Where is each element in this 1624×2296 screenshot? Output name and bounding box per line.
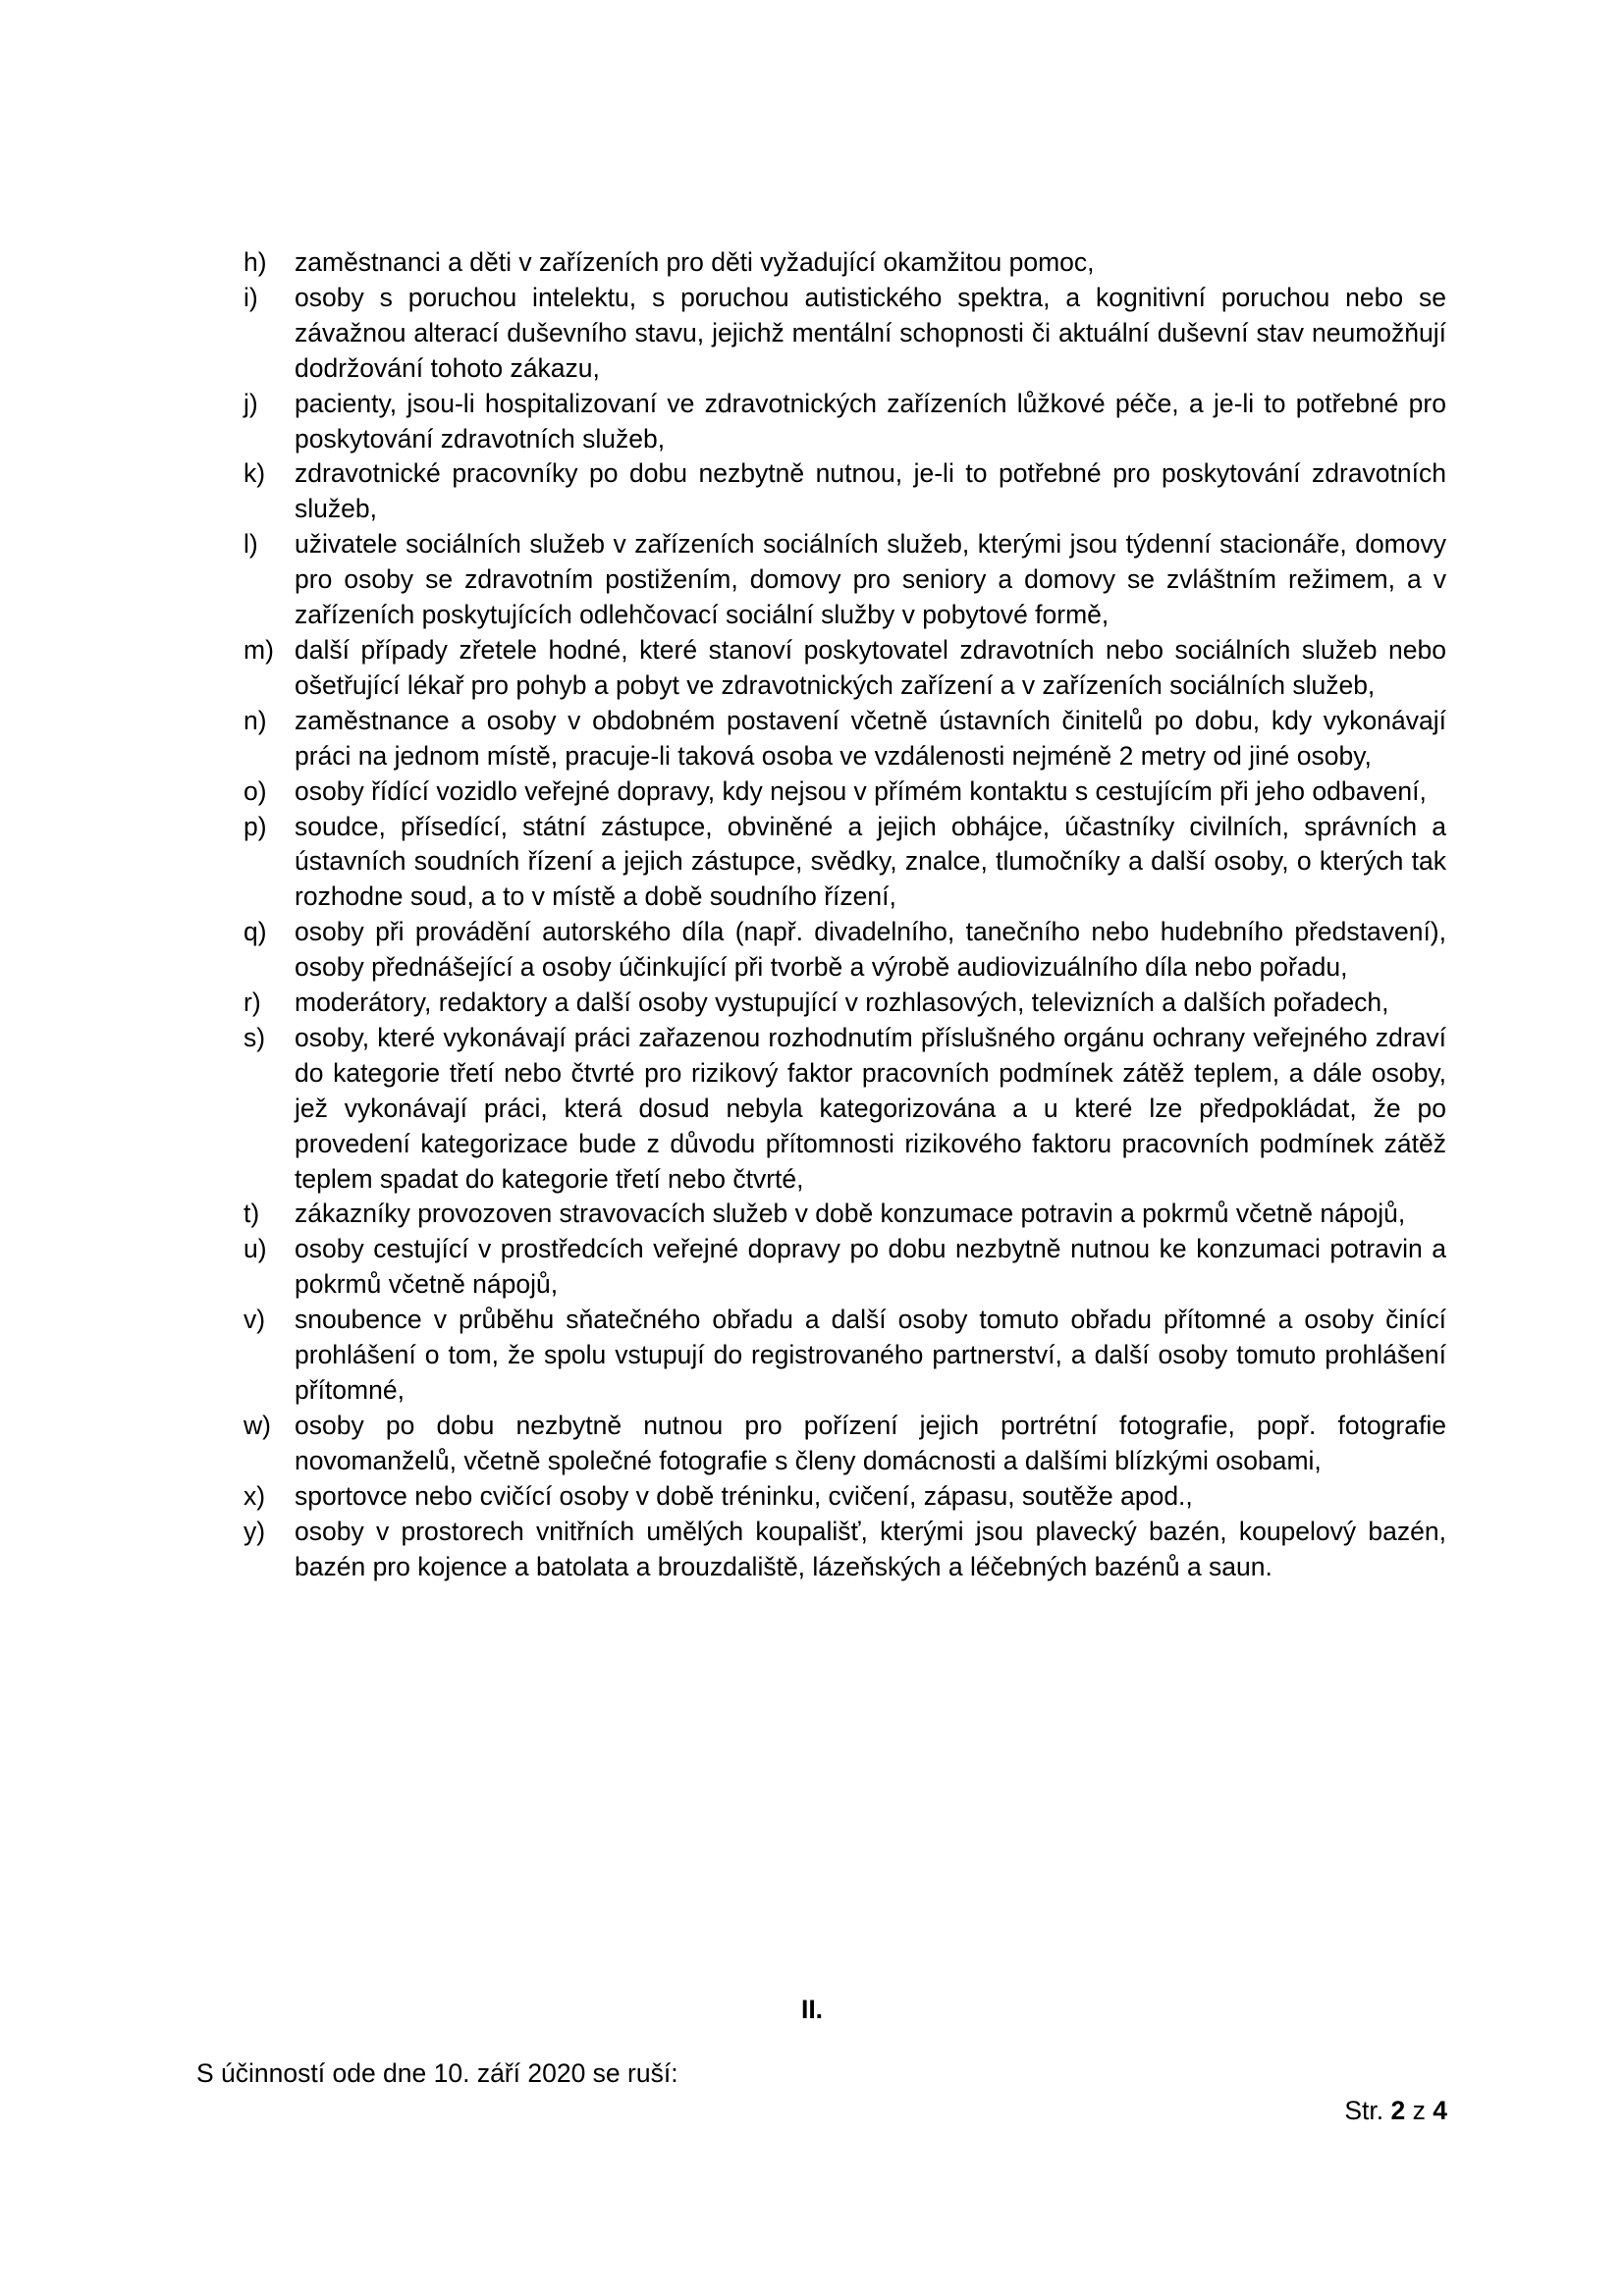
list-item-marker: n) — [244, 705, 267, 735]
page-number-current: 2 — [1390, 2096, 1406, 2125]
list-item-marker: t) — [244, 1199, 260, 1229]
list-item — [244, 245, 1446, 281]
page-number-separator: z — [1412, 2096, 1426, 2125]
list-item-marker: r) — [244, 988, 261, 1018]
list-item-marker: m) — [244, 634, 274, 665]
list-item-text: soudce, přísedící, státní zástupce, obviněné a jejich obhájce, účastníky civilních, správních a ústavních soudních řízení a jejich zástupce, svědky, znalce, tlumočníky a další osoby, o kterých tak rozhodne soud, a to v místě a době soudního řízení, — [295, 811, 1446, 912]
list-item-text: sportovce nebo cvičící osoby v době tréninku, cvičení, zápasu, soutěže apod., — [295, 1480, 1193, 1511]
list-item-text: pacienty, jsou-li hospitalizovaní ve zdravotnických zařízeních lůžkové péče, a je-li to potřebné pro poskytování zdravotních služeb, — [295, 388, 1446, 454]
list-item-text: zaměstnanci a děti v zařízeních pro děti vyžadující okamžitou pomoc, — [295, 247, 1095, 277]
page-number — [1344, 2093, 1447, 2128]
list-item-marker: k) — [244, 458, 266, 489]
list-item — [244, 527, 1446, 633]
list-item-text: další případy zřetele hodné, které stanoví poskytovatel zdravotních nebo sociálních služeb nebo ošetřující lékař pro pohyb a pobyt ve zdravotnických zařízení a v zařízeních sociálních služeb, — [295, 634, 1446, 700]
list-item-marker: h) — [244, 247, 267, 277]
list-item-text: osoby, které vykonávají práci zařazenou rozhodnutím příslušného orgánu ochrany veřejného zdraví do kategorie třetí nebo čtvrté pro rizikový faktor pracovních podmínek zátěž teplem, a dále osoby, jež vykonávají práci, která dosud nebyla kategorizována a u které lze předpokládat, že po provedení kategorizace bude z důvodu přítomnosti rizikového faktoru pracovních podmínek zátěž teplem spadat do kategorie třetí nebo čtvrté, — [295, 1022, 1446, 1194]
section-heading: II. — [800, 1995, 824, 2024]
page-number-total: 4 — [1433, 2096, 1447, 2125]
list-item — [244, 281, 1446, 387]
list-item — [244, 1197, 1446, 1232]
list-item-marker: i) — [244, 282, 258, 312]
list-item-text: osoby v prostorech vnitřních umělých koupališť, kterými jsou plavecký bazén, koupelový bazén, bazén pro kojence a batolata a brouzdaliště, lázeňských a léčebných bazénů a saun. — [295, 1516, 1446, 1581]
list-item-marker: u) — [244, 1234, 267, 1264]
list-item — [244, 1232, 1446, 1303]
exemption-list — [244, 245, 1446, 1584]
list-item-marker: y) — [244, 1516, 266, 1546]
list-item-marker: x) — [244, 1480, 266, 1511]
list-item — [244, 1409, 1446, 1479]
list-item — [244, 1021, 1446, 1198]
list-item-text: osoby po dobu nezbytně nutnou pro pořízení jejich portrétní fotografie, popř. fotografie novomanželů, včetně společné fotografie s členy domácnosti a dalšími blízkými osobami, — [295, 1410, 1446, 1475]
list-item — [244, 774, 1446, 810]
list-item-text: zákazníky provozoven stravovacích služeb v době konzumace potravin a pokrmů včetně nápojů, — [295, 1199, 1406, 1229]
list-item-text: zdravotnické pracovníky po dobu nezbytně nutnou, je-li to potřebné pro poskytování zdravotních služeb, — [295, 458, 1446, 524]
list-item — [244, 1303, 1446, 1409]
list-item-marker: l) — [244, 529, 258, 560]
list-item — [244, 810, 1446, 916]
list-item-marker: p) — [244, 811, 267, 841]
list-item-text: moderátory, redaktory a další osoby vystupující v rozhlasových, televizních a dalších pořadech, — [295, 988, 1389, 1018]
list-item — [244, 387, 1446, 457]
list-item — [244, 1515, 1446, 1585]
list-item — [244, 456, 1446, 527]
list-item — [244, 915, 1446, 986]
list-item — [244, 633, 1446, 704]
list-item — [244, 704, 1446, 774]
list-item — [244, 1479, 1446, 1515]
list-item-marker: q) — [244, 917, 267, 947]
list-item-text: osoby s poruchou intelektu, s poruchou autistického spektra, a kognitivní poruchou nebo se závažnou alterací duševního stavu, jejichž mentální schopnosti či aktuální duševní stav neumožňují dodržování tohoto zákazu, — [295, 282, 1446, 383]
list-item-text: zaměstnance a osoby v obdobném postavení včetně ústavních činitelů po dobu, kdy vykonávají práci na jednom místě, pracuje-li taková osoba ve vzdálenosti nejméně 2 metry od jiné osoby, — [295, 705, 1446, 771]
list-item-text: osoby při provádění autorského díla (např. divadelního, tanečního nebo hudebního představení), osoby přednášející a osoby účinkující při tvorbě a výrobě audiovizuálního díla nebo pořadu, — [295, 917, 1446, 983]
list-item-marker: w) — [244, 1410, 271, 1440]
list-item-marker: v) — [244, 1305, 266, 1335]
list-item-text: uživatele sociálních služeb v zařízeních sociálních služeb, kterými jsou týdenní stacionáře, domovy pro osoby se zdravotním postižením, domovy pro seniory a domovy se zvláštním režimem, a v zařízeních poskytujících odlehčovací sociální služby v pobytové formě, — [295, 529, 1446, 630]
list-item-marker: s) — [244, 1022, 266, 1052]
list-item — [244, 986, 1446, 1021]
effect-date-line: S účinností ode dne 10. září 2020 se ruší: — [196, 2058, 678, 2088]
list-item-marker: j) — [244, 388, 258, 418]
list-item-text: snoubence v průběhu sňatečného obřadu a další osoby tomuto obřadu přítomné a osoby činící prohlášení o tom, že spolu vstupují do registrovaného partnerství, a další osoby tomuto prohlášení přítomné, — [295, 1305, 1446, 1405]
list-item-text: osoby cestující v prostředcích veřejné dopravy po dobu nezbytně nutnou ke konzumaci potravin a pokrmů včetně nápojů, — [295, 1234, 1446, 1300]
list-item-marker: o) — [244, 775, 267, 806]
list-item-text: osoby řídící vozidlo veřejné dopravy, kdy nejsou v přímém kontaktu s cestujícím při jeho odbavení, — [295, 775, 1427, 806]
page-number-prefix: Str. — [1344, 2096, 1384, 2125]
